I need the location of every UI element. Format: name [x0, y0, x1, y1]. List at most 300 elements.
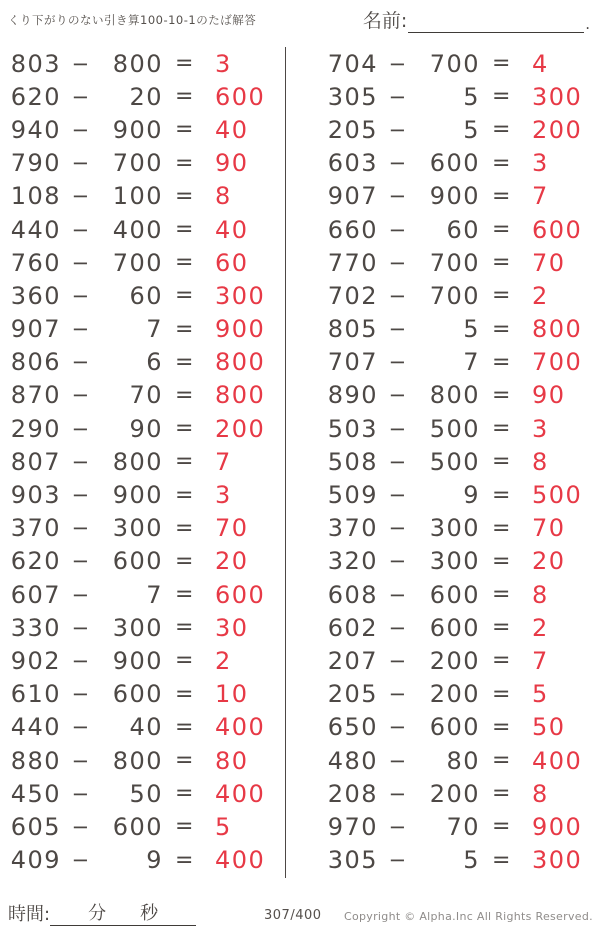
- minus-sign: −: [71, 217, 91, 242]
- problem-row: [322, 313, 598, 346]
- answer: 400: [215, 779, 266, 808]
- minuend: 440: [10, 713, 61, 742]
- minus-sign: −: [388, 715, 408, 740]
- minuend: 890: [327, 381, 378, 410]
- answer: 2: [532, 281, 549, 310]
- minuend: 660: [327, 215, 378, 244]
- time-field: [8, 899, 196, 926]
- minus-sign: −: [71, 748, 91, 773]
- subtrahend: 5: [463, 82, 480, 111]
- minuend: 704: [327, 49, 378, 78]
- equals-sign: =: [175, 51, 195, 77]
- name-blank-line: [408, 10, 584, 33]
- equals-sign: =: [492, 781, 512, 807]
- equals-sign: =: [492, 349, 512, 375]
- minus-sign: −: [71, 582, 91, 607]
- problem-row: [322, 279, 598, 312]
- minus-sign: −: [71, 317, 91, 342]
- problem-row: [322, 47, 598, 80]
- answer: 90: [215, 149, 249, 178]
- answer: 3: [532, 414, 549, 443]
- answer: 600: [532, 215, 583, 244]
- minus-sign: −: [71, 84, 91, 109]
- answer: 400: [215, 713, 266, 742]
- problem-row: [322, 379, 598, 412]
- minus-sign: −: [388, 814, 408, 839]
- equals-sign: =: [175, 548, 195, 574]
- problem-row: [5, 180, 285, 213]
- minus-sign: −: [388, 648, 408, 673]
- equals-sign: =: [492, 150, 512, 176]
- problem-row: [5, 445, 285, 478]
- minus-sign: −: [71, 549, 91, 574]
- answer: 5: [532, 680, 549, 709]
- subtrahend: 700: [112, 149, 163, 178]
- minus-sign: −: [388, 516, 408, 541]
- minus-sign: −: [71, 151, 91, 176]
- answer: 800: [532, 315, 583, 344]
- minuend: 608: [327, 580, 378, 609]
- answer: 500: [532, 481, 583, 510]
- problem-row: [322, 611, 598, 644]
- answer: 70: [532, 248, 566, 277]
- minuend: 205: [327, 680, 378, 709]
- minuend: 702: [327, 281, 378, 310]
- answer: 2: [215, 646, 232, 675]
- subtrahend: 600: [429, 613, 480, 642]
- minuend: 770: [327, 248, 378, 277]
- minus-sign: −: [388, 184, 408, 209]
- minuend: 803: [10, 49, 61, 78]
- answer: 4: [532, 49, 549, 78]
- subtrahend: 600: [429, 713, 480, 742]
- problem-row: [5, 412, 285, 445]
- problem-row: [322, 744, 598, 777]
- answer: 90: [532, 381, 566, 410]
- answer: 60: [215, 248, 249, 277]
- equals-sign: =: [175, 582, 195, 608]
- minuend: 603: [327, 149, 378, 178]
- equals-sign: =: [175, 250, 195, 276]
- equals-sign: =: [492, 250, 512, 276]
- minus-sign: −: [71, 682, 91, 707]
- minuend: 805: [327, 315, 378, 344]
- answer: 900: [532, 812, 583, 841]
- equals-sign: =: [492, 847, 512, 873]
- answer: 3: [532, 149, 549, 178]
- subtrahend: 600: [112, 547, 163, 576]
- minuend: 620: [10, 82, 61, 111]
- problem-row: [322, 777, 598, 810]
- minus-sign: −: [388, 549, 408, 574]
- subtrahend: 700: [429, 248, 480, 277]
- problems-column-left: [0, 47, 286, 878]
- subtrahend: 800: [112, 49, 163, 78]
- problem-row: [5, 844, 285, 877]
- problem-row: [322, 346, 598, 379]
- minus-sign: −: [71, 117, 91, 142]
- minus-sign: −: [71, 648, 91, 673]
- subtrahend: 300: [429, 514, 480, 543]
- problems-area: [0, 47, 598, 878]
- equals-sign: =: [175, 847, 195, 873]
- equals-sign: =: [492, 515, 512, 541]
- subtrahend: 700: [429, 49, 480, 78]
- equals-sign: =: [492, 117, 512, 143]
- problem-row: [322, 711, 598, 744]
- problem-row: [5, 379, 285, 412]
- equals-sign: =: [492, 382, 512, 408]
- problem-row: [5, 545, 285, 578]
- subtrahend: 70: [129, 381, 163, 410]
- equals-sign: =: [175, 349, 195, 375]
- subtrahend: 600: [429, 580, 480, 609]
- subtrahend: 400: [112, 215, 163, 244]
- problem-row: [322, 213, 598, 246]
- minus-sign: −: [71, 51, 91, 76]
- answer: 200: [215, 414, 266, 443]
- time-blank-line: [50, 899, 196, 926]
- answer: 70: [215, 514, 249, 543]
- subtrahend: 300: [112, 613, 163, 642]
- minuend: 370: [10, 514, 61, 543]
- problem-row: [5, 678, 285, 711]
- minuend: 620: [10, 547, 61, 576]
- problem-row: [322, 445, 598, 478]
- answer: 40: [215, 215, 249, 244]
- problem-row: [5, 113, 285, 146]
- minuend: 290: [10, 414, 61, 443]
- answer: 50: [532, 713, 566, 742]
- answer: 8: [532, 447, 549, 476]
- equals-sign: =: [175, 515, 195, 541]
- subtrahend: 70: [446, 812, 480, 841]
- subtrahend: 900: [112, 646, 163, 675]
- subtrahend: 500: [429, 447, 480, 476]
- answer: 300: [532, 82, 583, 111]
- equals-sign: =: [175, 681, 195, 707]
- minus-sign: −: [388, 781, 408, 806]
- equals-sign: =: [492, 84, 512, 110]
- time-label: 時間:: [8, 904, 51, 925]
- answer: 2: [532, 613, 549, 642]
- equals-sign: =: [175, 449, 195, 475]
- minus-sign: −: [388, 483, 408, 508]
- header: [8, 6, 590, 33]
- minuend: 360: [10, 281, 61, 310]
- subtrahend: 700: [429, 281, 480, 310]
- equals-sign: =: [492, 714, 512, 740]
- subtrahend: 5: [463, 846, 480, 875]
- problem-row: [5, 744, 285, 777]
- minuend: 880: [10, 746, 61, 775]
- problem-row: [5, 313, 285, 346]
- minuend: 907: [10, 315, 61, 344]
- answer: 300: [215, 281, 266, 310]
- minus-sign: −: [388, 449, 408, 474]
- minus-sign: −: [388, 317, 408, 342]
- equals-sign: =: [492, 748, 512, 774]
- problem-row: [5, 478, 285, 511]
- minus-sign: −: [71, 483, 91, 508]
- subtrahend: 200: [429, 680, 480, 709]
- minuend: 650: [327, 713, 378, 742]
- problem-row: [5, 47, 285, 80]
- subtrahend: 7: [146, 580, 163, 609]
- problem-row: [5, 346, 285, 379]
- answer: 8: [532, 580, 549, 609]
- minus-sign: −: [71, 184, 91, 209]
- equals-sign: =: [492, 548, 512, 574]
- minus-sign: −: [388, 117, 408, 142]
- minuend: 707: [327, 348, 378, 377]
- minuend: 508: [327, 447, 378, 476]
- answer: 600: [215, 82, 266, 111]
- problem-row: [5, 213, 285, 246]
- minus-sign: −: [388, 151, 408, 176]
- subtrahend: 600: [429, 149, 480, 178]
- answer: 7: [215, 447, 232, 476]
- equals-sign: =: [492, 283, 512, 309]
- subtrahend: 20: [129, 82, 163, 111]
- equals-sign: =: [175, 648, 195, 674]
- minus-sign: −: [388, 383, 408, 408]
- answer: 10: [215, 680, 249, 709]
- problem-row: [5, 810, 285, 843]
- equals-sign: =: [492, 51, 512, 77]
- answer: 900: [215, 315, 266, 344]
- answer: 800: [215, 348, 266, 377]
- minutes-label: 分: [88, 903, 107, 924]
- minus-sign: −: [71, 283, 91, 308]
- answer: 3: [215, 49, 232, 78]
- minus-sign: −: [388, 748, 408, 773]
- subtrahend: 90: [129, 414, 163, 443]
- equals-sign: =: [492, 449, 512, 475]
- problem-row: [322, 810, 598, 843]
- minuend: 807: [10, 447, 61, 476]
- answer: 30: [215, 613, 249, 642]
- problem-row: [322, 545, 598, 578]
- problem-row: [5, 644, 285, 677]
- minus-sign: −: [388, 848, 408, 873]
- minus-sign: −: [71, 416, 91, 441]
- minuend: 208: [327, 779, 378, 808]
- minus-sign: −: [388, 350, 408, 375]
- minuend: 607: [10, 580, 61, 609]
- minuend: 440: [10, 215, 61, 244]
- minuend: 760: [10, 248, 61, 277]
- minus-sign: −: [388, 582, 408, 607]
- minus-sign: −: [71, 781, 91, 806]
- equals-sign: =: [492, 416, 512, 442]
- subtrahend: 80: [446, 746, 480, 775]
- answer: 3: [215, 481, 232, 510]
- answer: 40: [215, 115, 249, 144]
- problem-row: [5, 512, 285, 545]
- equals-sign: =: [175, 416, 195, 442]
- answer: 700: [532, 348, 583, 377]
- answer: 5: [215, 812, 232, 841]
- subtrahend: 200: [429, 646, 480, 675]
- subtrahend: 60: [129, 281, 163, 310]
- minuend: 902: [10, 646, 61, 675]
- subtrahend: 100: [112, 182, 163, 211]
- equals-sign: =: [492, 217, 512, 243]
- minus-sign: −: [71, 715, 91, 740]
- equals-sign: =: [492, 648, 512, 674]
- minus-sign: −: [71, 516, 91, 541]
- minuend: 940: [10, 115, 61, 144]
- minus-sign: −: [71, 383, 91, 408]
- equals-sign: =: [175, 217, 195, 243]
- problem-row: [322, 246, 598, 279]
- answer: 7: [532, 182, 549, 211]
- minus-sign: −: [71, 350, 91, 375]
- minuend: 305: [327, 82, 378, 111]
- equals-sign: =: [175, 84, 195, 110]
- worksheet-title: くり下がりのない引き算100-10-1のたば解答: [8, 13, 257, 27]
- equals-sign: =: [175, 482, 195, 508]
- minuend: 330: [10, 613, 61, 642]
- answer: 800: [215, 381, 266, 410]
- answer: 8: [215, 182, 232, 211]
- seconds-label: 秒: [140, 903, 159, 924]
- equals-sign: =: [175, 117, 195, 143]
- answer: 8: [532, 779, 549, 808]
- minus-sign: −: [71, 615, 91, 640]
- equals-sign: =: [175, 382, 195, 408]
- answer: 20: [215, 547, 249, 576]
- equals-sign: =: [492, 482, 512, 508]
- subtrahend: 900: [112, 115, 163, 144]
- minuend: 370: [327, 514, 378, 543]
- problem-row: [322, 147, 598, 180]
- equals-sign: =: [175, 781, 195, 807]
- subtrahend: 7: [463, 348, 480, 377]
- page-indicator: 307/400: [264, 908, 322, 923]
- answer: 600: [215, 580, 266, 609]
- minus-sign: −: [71, 250, 91, 275]
- minuend: 409: [10, 846, 61, 875]
- equals-sign: =: [492, 316, 512, 342]
- subtrahend: 50: [129, 779, 163, 808]
- problem-row: [322, 578, 598, 611]
- subtrahend: 900: [429, 182, 480, 211]
- equals-sign: =: [175, 316, 195, 342]
- problem-row: [322, 113, 598, 146]
- answer: 300: [532, 846, 583, 875]
- minuend: 790: [10, 149, 61, 178]
- subtrahend: 300: [429, 547, 480, 576]
- equals-sign: =: [175, 150, 195, 176]
- subtrahend: 5: [463, 115, 480, 144]
- equals-sign: =: [492, 615, 512, 641]
- minus-sign: −: [388, 84, 408, 109]
- minuend: 610: [10, 680, 61, 709]
- problem-row: [5, 279, 285, 312]
- problem-row: [322, 512, 598, 545]
- subtrahend: 40: [129, 713, 163, 742]
- answer: 20: [532, 547, 566, 576]
- name-label: 名前:: [362, 10, 408, 32]
- minus-sign: −: [71, 449, 91, 474]
- subtrahend: 600: [112, 680, 163, 709]
- subtrahend: 6: [146, 348, 163, 377]
- subtrahend: 7: [146, 315, 163, 344]
- subtrahend: 800: [112, 447, 163, 476]
- problems-column-right: [286, 47, 598, 878]
- minuend: 503: [327, 414, 378, 443]
- name-field: [363, 6, 590, 33]
- subtrahend: 800: [112, 746, 163, 775]
- answer: 400: [532, 746, 583, 775]
- minuend: 320: [327, 547, 378, 576]
- equals-sign: =: [492, 681, 512, 707]
- subtrahend: 600: [112, 812, 163, 841]
- minuend: 605: [10, 812, 61, 841]
- problem-row: [322, 478, 598, 511]
- minuend: 907: [327, 182, 378, 211]
- problem-row: [5, 611, 285, 644]
- problem-row: [5, 578, 285, 611]
- problem-row: [5, 147, 285, 180]
- minuend: 207: [327, 646, 378, 675]
- minus-sign: −: [71, 848, 91, 873]
- problem-row: [5, 80, 285, 113]
- equals-sign: =: [492, 183, 512, 209]
- name-line-period: .: [585, 15, 590, 33]
- equals-sign: =: [492, 582, 512, 608]
- problem-row: [322, 678, 598, 711]
- minus-sign: −: [388, 51, 408, 76]
- minuend: 108: [10, 182, 61, 211]
- equals-sign: =: [175, 714, 195, 740]
- problem-row: [322, 844, 598, 877]
- equals-sign: =: [492, 814, 512, 840]
- minuend: 870: [10, 381, 61, 410]
- minuend: 205: [327, 115, 378, 144]
- problem-row: [322, 180, 598, 213]
- minuend: 806: [10, 348, 61, 377]
- minus-sign: −: [388, 283, 408, 308]
- minus-sign: −: [388, 217, 408, 242]
- subtrahend: 800: [429, 381, 480, 410]
- minuend: 602: [327, 613, 378, 642]
- equals-sign: =: [175, 814, 195, 840]
- answer: 400: [215, 846, 266, 875]
- answer: 70: [532, 514, 566, 543]
- minus-sign: −: [71, 814, 91, 839]
- subtrahend: 60: [446, 215, 480, 244]
- problem-row: [322, 644, 598, 677]
- minuend: 509: [327, 481, 378, 510]
- subtrahend: 300: [112, 514, 163, 543]
- subtrahend: 5: [463, 315, 480, 344]
- subtrahend: 9: [146, 846, 163, 875]
- subtrahend: 200: [429, 779, 480, 808]
- equals-sign: =: [175, 283, 195, 309]
- minuend: 480: [327, 746, 378, 775]
- equals-sign: =: [175, 615, 195, 641]
- problem-row: [5, 777, 285, 810]
- answer: 200: [532, 115, 583, 144]
- problem-row: [322, 412, 598, 445]
- subtrahend: 700: [112, 248, 163, 277]
- minuend: 305: [327, 846, 378, 875]
- problem-row: [322, 80, 598, 113]
- answer: 7: [532, 646, 549, 675]
